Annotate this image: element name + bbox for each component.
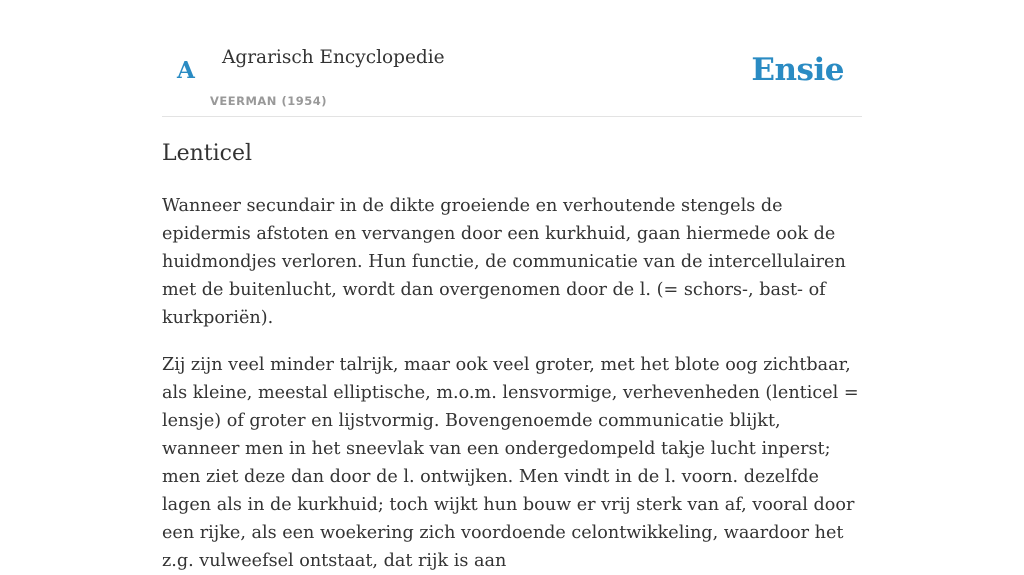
- article-paragraph: Wanneer secundair in de dikte groeiende en verhoutende stengels de epidermis afstoten en vervangen door een kurkhuid, gaan hiermede ook de huidmondjes verloren. Hun functie, de communicatie van de intercellulairen met de buitenlucht, wordt dan overgenomen door de l. (= schors-, bast- of kurkporiën).: [162, 196, 846, 328]
- article-title: Lenticel: [162, 141, 253, 166]
- article-paragraph: Zij zijn veel minder talrijk, maar ook veel groter, met het blote oog zichtbaar, als kleine, meestal elliptische, m.o.m. lensvormige, verhevenheden (lenticel = lensje) of groter en lijstvormig. Bovengenoemde communicatie blijkt, wanneer men in het sneevlak van een ondergedompeld takje lucht inperst; men ziet deze dan door de l. ontwijken. Men vindt in de l. voorn. dezelfde lagen als in de kurkhuid; toch wijkt hun bouw er vrij sterk van af, vooral door een rijke, als een woekering zich voordoende celontwikkeling, waardoor het z.g. vulweefsel ontstaat, dat rijk is aan: [162, 355, 859, 571]
- source-header: [162, 0, 862, 117]
- source-meta: VEERMAN (1954): [210, 94, 327, 108]
- source-title-link[interactable]: Agrarisch Encyclopedie: [222, 47, 445, 68]
- brand-logo-link[interactable]: Ensie: [751, 52, 844, 88]
- article: [162, 138, 862, 575]
- source-logo-icon[interactable]: A: [177, 57, 195, 84]
